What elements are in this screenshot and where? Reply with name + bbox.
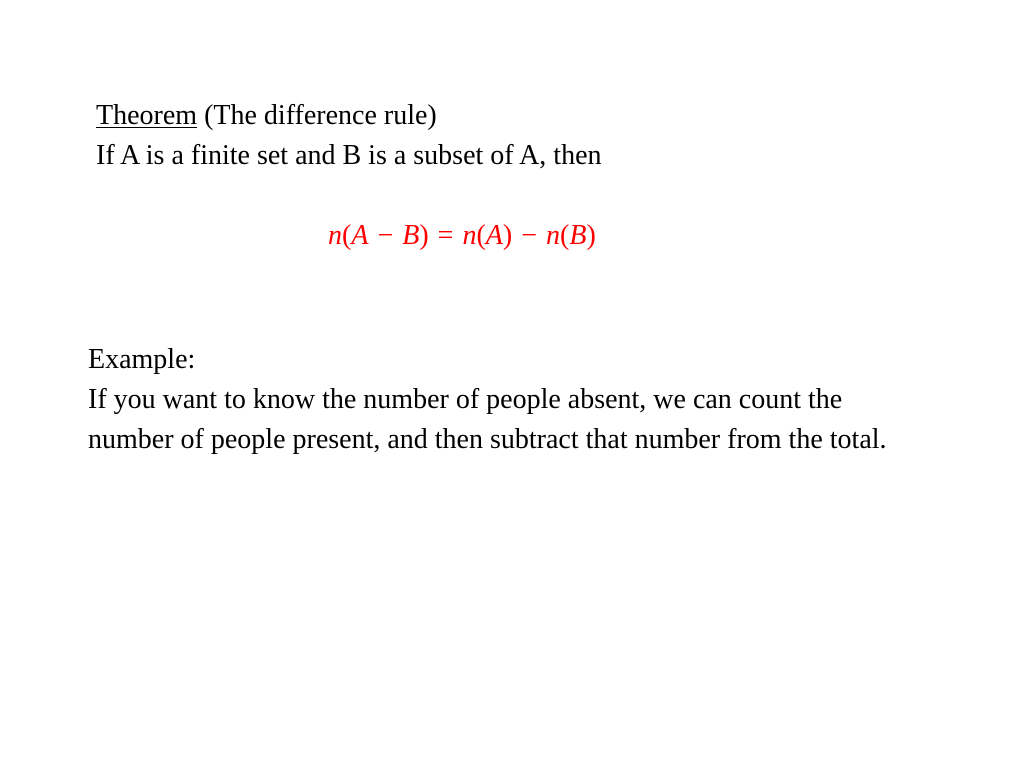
formula-equals: = bbox=[430, 220, 461, 251]
formula-lhs-minus: − bbox=[370, 220, 401, 251]
formula-lhs-set-b: B bbox=[402, 220, 420, 251]
formula-rhs1-open-paren: ( bbox=[476, 220, 486, 251]
formula-rhs1-function: n bbox=[462, 220, 477, 251]
formula-rhs1-close-paren: ) bbox=[502, 220, 513, 251]
theorem-title-line bbox=[96, 96, 602, 136]
formula-rhs1-set-a: A bbox=[485, 220, 503, 251]
theorem-subtitle: (The difference rule) bbox=[197, 100, 437, 131]
formula-lhs-set-a: A bbox=[351, 220, 369, 251]
example-block bbox=[88, 340, 908, 460]
theorem-block bbox=[96, 96, 602, 176]
formula-rhs2-function: n bbox=[546, 220, 561, 251]
example-heading: Example: bbox=[88, 344, 196, 375]
formula-rhs2-close-paren: ) bbox=[586, 220, 596, 251]
formula-rhs-minus: − bbox=[514, 220, 545, 251]
theorem-word: Theorem bbox=[96, 100, 198, 131]
formula-lhs-close-paren: ) bbox=[419, 220, 429, 251]
theorem-statement: If A is a finite set and B is a subset of A, then bbox=[96, 140, 602, 171]
formula-lhs-function: n bbox=[328, 220, 342, 251]
example-text: If you want to know the number of people absent, we can count the number of people present, and then subtract that number from the total. bbox=[88, 384, 887, 455]
difference-rule-formula bbox=[328, 216, 596, 256]
formula-lhs-open-paren: ( bbox=[342, 220, 352, 251]
formula-rhs2-set-b: B bbox=[569, 220, 587, 251]
formula-rhs2-open-paren: ( bbox=[560, 220, 570, 251]
